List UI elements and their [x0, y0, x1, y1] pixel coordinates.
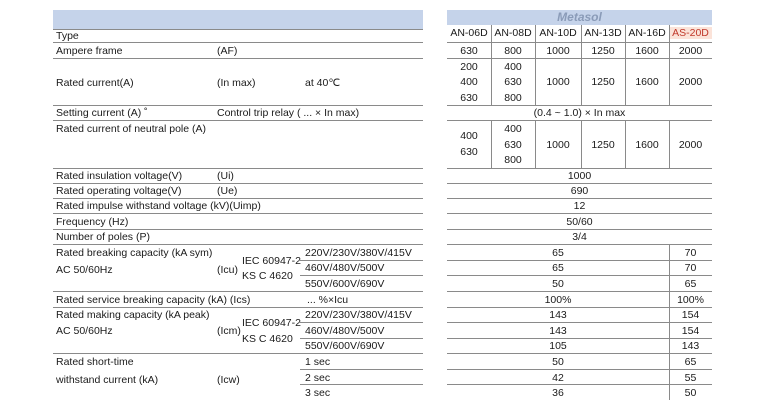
- short-time-an-1: 50: [552, 356, 564, 368]
- setting-current-value: (0.4 ~ 1.0) × In max: [533, 107, 626, 119]
- row-making-voltage-3: 550V/600V/690V: [305, 340, 385, 352]
- row-short-time-symbol: (Icw): [217, 374, 240, 386]
- row-setting-current-condition: Control trip relay ( ... × In max): [217, 107, 360, 119]
- row-making-label-ac: AC 50/60Hz: [56, 325, 113, 337]
- row-neutral-pole-label: Rated current of neutral pole (A): [56, 123, 206, 135]
- breaking-as-1: 70: [684, 247, 697, 259]
- rc-an-06d-2: 400: [460, 76, 478, 88]
- row-ampere-frame-symbol: (AF): [217, 45, 238, 57]
- row-type-label: Type: [56, 30, 79, 42]
- row-rated-current-condition: at 40℃: [305, 77, 341, 89]
- np-an-13d: 1250: [591, 139, 615, 151]
- np-an-06d-2: 630: [460, 146, 478, 158]
- row-making-standard-ks: KS C 4620: [242, 333, 293, 345]
- np-an-08d-1: 400: [504, 123, 522, 135]
- row-breaking-label-ac: AC 50/60Hz: [56, 264, 113, 276]
- row-short-time-duration-2: 2 sec: [305, 372, 331, 384]
- rc-an-10d: 1000: [546, 76, 570, 88]
- row-service-label: Rated service breaking capacity (kA) (Ics): [56, 294, 251, 306]
- insulation-value: 1000: [567, 170, 592, 182]
- row-rated-current-label: Rated current(A): [56, 77, 134, 89]
- breaking-as-2: 70: [684, 262, 697, 274]
- row-frequency-label: Frequency (Hz): [56, 216, 129, 228]
- row-breaking-voltage-3: 550V/600V/690V: [305, 278, 385, 290]
- model-as-20d: AS-20D: [669, 27, 712, 39]
- np-an-16d: 1600: [635, 139, 659, 151]
- rc-an-08d-3: 800: [504, 92, 522, 104]
- row-making-label: Rated making capacity (kA peak): [56, 309, 210, 321]
- row-short-time-duration-3: 3 sec: [305, 387, 331, 399]
- making-an-1: 143: [549, 309, 567, 321]
- row-operating-symbol: (Ue): [217, 185, 238, 197]
- rc-an-13d: 1250: [591, 76, 615, 88]
- short-time-as-1: 65: [684, 356, 697, 368]
- af-an-10d: 1000: [546, 45, 570, 57]
- row-service-condition: ... %×Icu: [307, 294, 349, 306]
- impulse-value: 12: [573, 200, 586, 212]
- rc-an-08d-2: 630: [504, 76, 522, 88]
- np-an-08d-3: 800: [504, 154, 522, 166]
- np-as-20d: 2000: [678, 139, 703, 151]
- frequency-value: 50/60: [566, 216, 593, 228]
- row-breaking-standard-iec: IEC 60947-2: [242, 255, 301, 267]
- row-breaking-symbol: (Icu): [217, 264, 238, 276]
- poles-value: 3/4: [572, 231, 587, 243]
- rc-an-06d-1: 200: [460, 61, 478, 73]
- af-an-16d: 1600: [635, 45, 659, 57]
- service-an: 100%: [544, 294, 572, 306]
- row-ampere-frame-label: Ampere frame: [56, 45, 123, 57]
- rc-as-20d: 2000: [678, 76, 703, 88]
- model-an-06d: AN-06D: [450, 27, 488, 39]
- row-breaking-standard-ks: KS C 4620: [242, 270, 293, 282]
- making-as-2: 154: [681, 325, 700, 337]
- np-an-08d-2: 630: [504, 139, 522, 151]
- row-breaking-voltage-1: 220V/230V/380V/415V: [305, 247, 412, 259]
- row-insulation-symbol: (Ui): [217, 170, 234, 182]
- row-insulation-label: Rated insulation voltage(V): [56, 170, 183, 182]
- row-making-voltage-1: 220V/230V/380V/415V: [305, 309, 412, 321]
- row-breaking-label: Rated breaking capacity (kA sym): [56, 247, 213, 259]
- model-an-13d: AN-13D: [584, 27, 622, 39]
- np-an-10d: 1000: [546, 139, 570, 151]
- model-an-08d: AN-08D: [494, 27, 532, 39]
- af-an-08d: 800: [504, 45, 522, 57]
- row-making-symbol: (Icm): [217, 325, 241, 337]
- short-time-an-2: 42: [552, 372, 564, 384]
- af-an-13d: 1250: [591, 45, 615, 57]
- row-operating-label: Rated operating voltage(V): [56, 185, 182, 197]
- operating-value: 690: [570, 185, 589, 197]
- row-setting-current-label: Setting current (A) ˚: [56, 107, 148, 119]
- rc-an-08d-1: 400: [504, 61, 522, 73]
- row-poles-label: Number of poles (P): [56, 231, 150, 243]
- row-short-time-label: Rated short-time: [56, 356, 134, 368]
- breaking-as-3: 65: [684, 278, 697, 290]
- rc-an-06d-3: 630: [460, 92, 478, 104]
- left-header-band: [53, 10, 423, 29]
- making-as-1: 154: [681, 309, 700, 321]
- model-an-16d: AN-16D: [628, 27, 666, 39]
- short-time-an-3: 36: [552, 387, 564, 399]
- af-an-06d: 630: [460, 45, 478, 57]
- breaking-an-1: 65: [552, 247, 564, 259]
- making-as-3: 143: [681, 340, 700, 352]
- row-impulse-label: Rated impulse withstand voltage (kV)(Uimp): [56, 200, 261, 212]
- row-making-voltage-2: 460V/480V/500V: [305, 325, 385, 337]
- af-as-20d: 2000: [678, 45, 703, 57]
- breaking-an-2: 65: [552, 262, 564, 274]
- making-an-3: 105: [549, 340, 567, 352]
- np-an-06d-1: 400: [460, 130, 478, 142]
- row-short-time-label-2: withstand current (kA): [56, 374, 159, 386]
- row-short-time-duration-1: 1 sec: [305, 356, 331, 368]
- row-breaking-voltage-2: 460V/480V/500V: [305, 262, 385, 274]
- breaking-an-3: 50: [552, 278, 564, 290]
- row-making-standard-iec: IEC 60947-2: [242, 317, 301, 329]
- rc-an-16d: 1600: [635, 76, 659, 88]
- brand-label: Metasol: [557, 10, 602, 24]
- short-time-as-2: 55: [684, 372, 697, 384]
- service-as: 100%: [677, 294, 704, 306]
- row-rated-current-symbol: (In max): [217, 77, 256, 89]
- short-time-as-3: 50: [684, 387, 697, 399]
- making-an-2: 143: [549, 325, 567, 337]
- model-an-10d: AN-10D: [539, 27, 577, 39]
